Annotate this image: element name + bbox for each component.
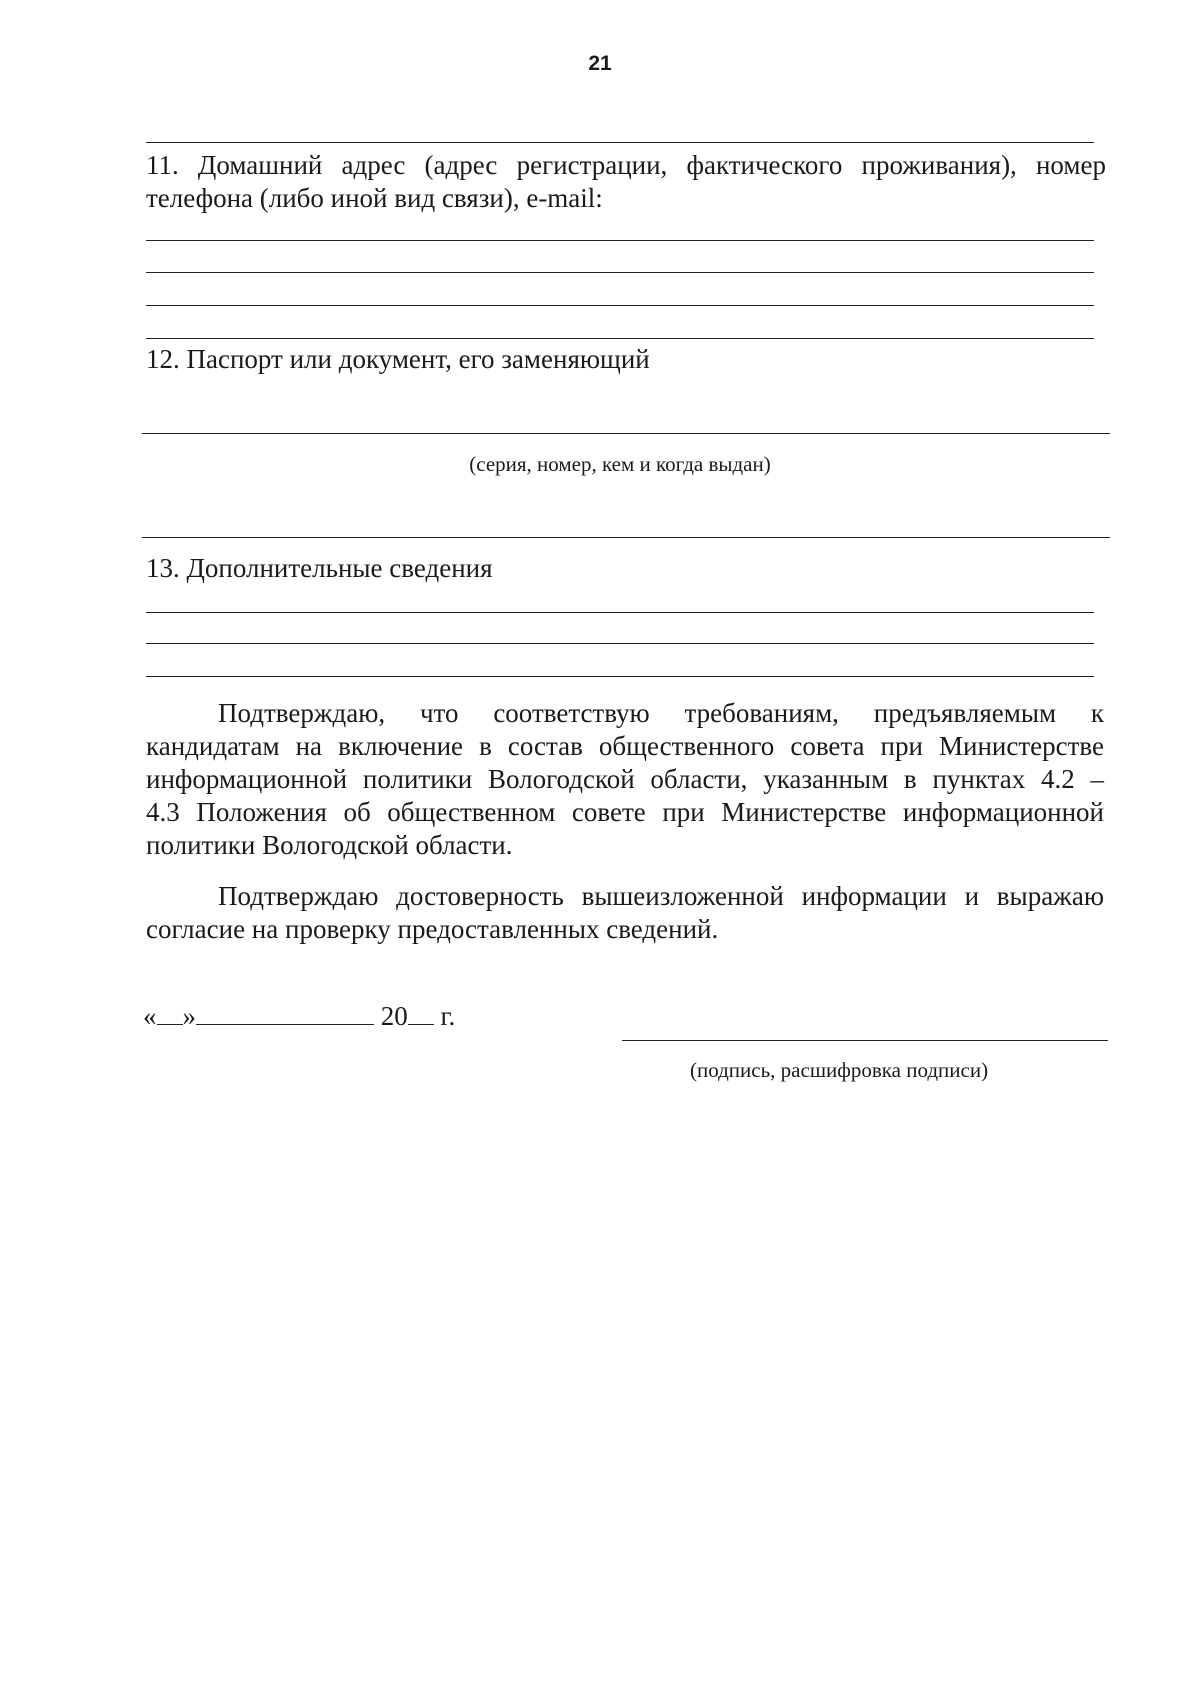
confirmation1-line: кандидатам на включение в состав общественного совета при Министерстве bbox=[146, 731, 1104, 761]
date-field bbox=[143, 1000, 455, 1033]
date-close-quote: » bbox=[182, 1001, 196, 1031]
confirmation1-line: информационной политики Вологодской области, указанным в пунктах 4.2 – bbox=[146, 764, 1104, 794]
item13-fill-line-2[interactable] bbox=[146, 643, 1094, 644]
item11-line1: 11. Домашний адрес (адрес регистрации, фактического проживания), номер bbox=[146, 150, 1106, 180]
item11-fill-line-1[interactable] bbox=[146, 240, 1094, 241]
top-rule bbox=[146, 142, 1094, 143]
confirmation2-line: Подтверждаю достоверность вышеизложенной информации и выражаю bbox=[218, 881, 1104, 911]
item12-fill-line-1[interactable] bbox=[142, 433, 1110, 434]
item12-label: 12. Паспорт или документ, его заменяющий bbox=[146, 344, 650, 374]
month-blank[interactable] bbox=[196, 1023, 374, 1025]
confirmation-requirements-paragraph bbox=[146, 697, 1104, 862]
item11-line2: телефона (либо иной вид связи), e-mail: bbox=[146, 183, 603, 213]
item11-fill-line-2[interactable] bbox=[146, 272, 1094, 273]
item13-fill-line-1[interactable] bbox=[146, 612, 1094, 613]
year-prefix: 20 bbox=[380, 1001, 408, 1031]
confirmation1-line: 4.3 Положения об общественном совете при Министерстве информационной bbox=[146, 797, 1104, 827]
signature-caption: (подпись, расшифровка подписи) bbox=[690, 1058, 989, 1082]
day-blank[interactable] bbox=[157, 1023, 183, 1025]
item11-fill-line-3[interactable] bbox=[146, 305, 1094, 306]
confirmation-accuracy-paragraph bbox=[146, 880, 1104, 946]
page-number: 21 bbox=[588, 52, 612, 75]
confirmation1-line: политики Вологодской области. bbox=[146, 830, 513, 860]
year-suffix: г. bbox=[440, 1001, 456, 1031]
date-open-quote: « bbox=[143, 1001, 157, 1031]
confirmation2-line: согласие на проверку предоставленных сведений. bbox=[146, 914, 719, 944]
confirmation1-line: Подтверждаю, что соответствую требованиям, предъявляемым к bbox=[218, 698, 1104, 728]
item13-fill-line-3[interactable] bbox=[146, 676, 1094, 677]
item13-label: 13. Дополнительные сведения bbox=[146, 553, 493, 583]
item12-caption: (серия, номер, кем и когда выдан) bbox=[469, 452, 771, 476]
year-blank[interactable] bbox=[408, 1023, 434, 1025]
item12-fill-line-2[interactable] bbox=[142, 537, 1110, 538]
item11-fill-line-4[interactable] bbox=[146, 338, 1094, 339]
signature-line[interactable] bbox=[622, 1040, 1108, 1041]
